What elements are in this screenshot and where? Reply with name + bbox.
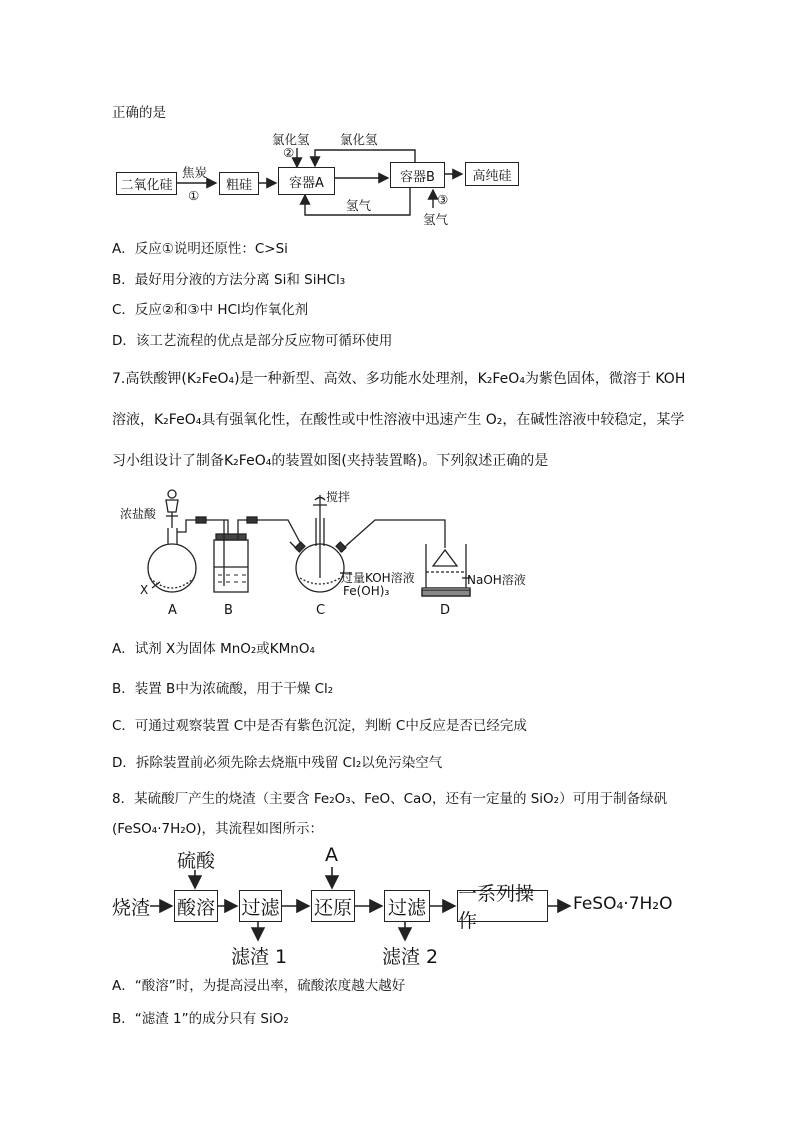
label-reaction-2: ②: [283, 145, 295, 160]
label-naoh: NaOH溶液: [467, 573, 526, 587]
label-letter-a: A: [168, 603, 177, 618]
label-h2-return: 氢气: [346, 198, 372, 213]
label-product: FeSO₄·7H₂O: [573, 894, 673, 914]
box-pure-silicon: 高纯硅: [465, 162, 519, 186]
box-container-b: 容器B: [390, 162, 445, 188]
box-reduction: 还原: [311, 890, 355, 922]
label-hcl-in: 氯化氢: [272, 132, 310, 147]
q6-option-b: B．最好用分液的方法分离 Si和 SiHCl₃: [112, 272, 346, 288]
q6-option-d: D．该工艺流程的优点是部分反应物可循环使用: [112, 333, 393, 349]
box-container-a: 容器A: [278, 167, 335, 195]
label-coke: 焦炭: [182, 165, 208, 180]
box-silicon-dioxide: 二氧化硅: [116, 172, 177, 195]
box-series-operations: 一系列操作: [457, 890, 548, 922]
label-reaction-1: ①: [188, 188, 200, 203]
label-conc-hcl: 浓盐酸: [120, 507, 157, 521]
q7-stem-line-3: 习小组设计了制备K₂FeO₄的装置如图(夹持装置略)。下列叙述正确的是: [112, 453, 549, 469]
label-sulfuric-acid: 硫酸: [177, 850, 216, 872]
q8-stem-line-2: (FeSO₄·7H₂O)，其流程如图所示：: [112, 821, 324, 837]
label-hcl-return: 氯化氢: [340, 132, 378, 147]
label-reagent-a: A: [325, 844, 338, 866]
box-crude-silicon: 粗硅: [219, 172, 259, 195]
q7-option-a: A．试剂 X为固体 MnO₂或KMnO₄: [112, 641, 315, 657]
label-letter-c: C: [316, 603, 326, 618]
q8-option-b: B．“滤渣 1”的成分只有 SiO₂: [112, 1011, 289, 1027]
label-reagent-x: X: [140, 583, 149, 597]
q6-option-c: C．反应②和③中 HCl均作氧化剂: [112, 302, 309, 318]
label-residue-2: 滤渣 2: [382, 946, 439, 968]
q6-option-a: A．反应①说明还原性：C>Si: [112, 241, 288, 257]
label-letter-b: B: [224, 603, 233, 618]
box-filter-1: 过滤: [239, 890, 282, 922]
label-ash-residue: 烧渣: [112, 897, 151, 919]
label-stir: 搅拌: [326, 490, 351, 504]
q7-option-d: D．拆除装置前必须先除去烧瓶中残留 Cl₂以免污染空气: [112, 755, 443, 771]
q6-stem-tail: 正确的是: [112, 105, 166, 121]
box-acid-dissolve: 酸溶: [174, 890, 218, 922]
q7-option-b: B．装置 B中为浓硫酸，用于干燥 Cl₂: [112, 681, 334, 697]
box-filter-2: 过滤: [384, 890, 430, 922]
q8-stem-line-1: 8．某硫酸厂产生的烧渣（主要含 Fe₂O₃、FeO、CaO，还有一定量的 SiO₂）可用于制备绿矾: [112, 791, 668, 807]
q7-option-c: C．可通过观察装置 C中是否有紫色沉淀，判断 C中反应是否已经完成: [112, 718, 527, 734]
q7-stem-line-2: 溶液，K₂FeO₄具有强氧化性，在酸性或中性溶液中迅速产生 O₂，在碱性溶液中较稳定，某学: [112, 412, 685, 428]
q7-stem-line-1: 7.高铁酸钾(K₂FeO₄)是一种新型、高效、多功能水处理剂，K₂FeO₄为紫色固体，微溶于 KOH: [112, 371, 686, 387]
label-feoh3: Fe(OH)₃: [343, 584, 390, 598]
label-koh: 过量KOH溶液: [341, 571, 415, 585]
label-h2-in: 氢气: [423, 212, 449, 227]
label-reaction-3: ③: [437, 192, 449, 207]
q8-option-a: A．“酸溶”时，为提高浸出率，硫酸浓度越大越好: [112, 978, 406, 994]
label-letter-d: D: [440, 603, 451, 618]
label-residue-1: 滤渣 1: [231, 946, 288, 968]
